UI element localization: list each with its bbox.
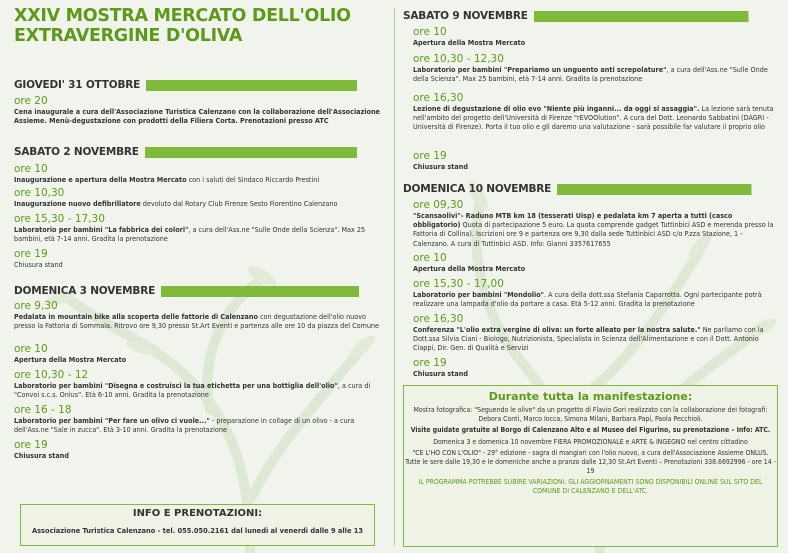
event-item: ore 10 Apertura della Mostra Mercato: [413, 252, 526, 273]
box-heading: Durante tutta la manifestazione:: [488, 390, 693, 403]
day-header-9-novembre: SABATO 9 NOVEMBRE: [403, 9, 778, 23]
event-item: ore 10 Inaugurazione e apertura della Mostra Mercato con i saluti del Sindaco Riccardo Prestini: [14, 163, 320, 184]
event-item: ore 15,30 - 17,00 Laboratorio per bambini "Mondolio". A cura della dott.ssa Stefania Caparrotta. Ogni partecipante potrà realizzare una lampada d'olio da portare a casa. Età 5-12 anni. Gradita la prenotazione: [413, 278, 762, 309]
event-item: ore 19 Chiusura stand: [413, 150, 468, 171]
box-visite-guidate: Visite guidate gratuite al Borgo di Calenzano Alto e al Museo del Figurino, su prenotazione – Info: ATC.: [410, 426, 771, 435]
event-item: ore 10 Apertura della Mostra Mercato: [413, 26, 526, 47]
day-header-31-ottobre: GIOVEDI' 31 OTTOBRE: [14, 78, 386, 92]
box-mostra-fotografica: Mostra fotografica: "Seguendo le olive" da un progetto di Flavio Gori realizzato con la collaborazione dei fotografi: Debora Conti, Marco Iocca, Simona Milani, Barbara Papi, Paola Pecchioli.: [413, 406, 768, 423]
day-header-3-novembre: DOMENICA 3 NOVEMBRE: [14, 284, 386, 298]
event-item: ore 19 Chiusura stand: [413, 357, 468, 378]
manifestazione-box: [403, 385, 778, 547]
event-item: ore 16 - 18 Laboratorio per bambini "Per fare un olivo ci vuole..." - preparazione in collage di un olivo - a cura dell'Ass.ne "Sale in zucca". Età 3-10 anni. Gradita la prenotazione: [14, 404, 355, 435]
event-item: ore 19 Chiusura stand: [14, 248, 63, 269]
event-item: ore 10,30 - 12 Laboratorio per bambini "Disegna e costruisci la tua etichetta per una bottiglia dell'olio", a cura di "Convoi s.c.s. Onlus". Età 6-10 anni. Gradita la prenotazione: [14, 369, 371, 400]
column-divider: [394, 8, 395, 546]
info-box: [20, 504, 375, 546]
box-sagra: "CE L'HO CON L'OLIO" - 29° edizione - sagra di mangiari con l'olio nuovo, a cura dell'Associazione Assieme ONLUS. Tutte le sere dalle 19,30 e le domeniche anche a pranzo dalle 12,30 St.Art Eventi – Prenotazioni 338.6692996 - ore 14 - 19: [405, 449, 776, 475]
event-item: ore 16,30 Conferenza "L'olio extra vergine di oliva: un forte alleato per la nostra salute." Ne parliamo con la Dott.ssa Silvia Ciani - Biologo, Nutrizionista, Specialista in Scienza dell'Alimentazione e con il Dott. Antonio Ciappi, Dir. Gen. di Qualità e Servizi: [413, 313, 764, 353]
event-item: ore 10,30 Inaugurazione nuovo defibrillatore devoluto dal Rotary Club Firenze Sesto Fiorentino Calenzano: [14, 187, 338, 208]
info-heading: INFO E PRENOTAZIONI:: [132, 508, 263, 519]
event-item: ore 09,30 "Scansaolivi"- Raduno MTB km 18 (tesserati Uisp) e pedalata km 7 aperta a tutti (casco obbligatorio) Quota di partecipazione 5 euro. La quota comprende gadget Tuttinbici ASD e merenda presso la Fattoria di Collina). Iscrizioni ore 9 e partenza ore 9,30 dalla sede Tuttinbici ASD c/o P.zza Stazione, 1 - Calenzano. A cura di Tuttinbici ASD. Info: Gianni 3357617655: [413, 199, 774, 248]
box-avviso: IL PROGRAMMA POTREBBE SUBIRE VARIAZIONI. GLI AGGIORNAMENTI SONO DISPONIBILI ONLINE SUL SITO DEL COMUNE DI CALENZANO E DELL'ATC.: [418, 478, 763, 495]
event-item: ore 16,30 Lezione di degustazione di olio evo "Niente più inganni... da oggi si assaggia". La lezione sarà tenuta nell'ambito del progetto dell'Università di Firenze "rEVOOlution". A cura del Dott. Leonardo Sabbatini (DAGRI - Università di Firenze). Porta il tuo olio e gli daremo una valutazione - sarà possibile far valutare il proprio olio: [413, 92, 774, 132]
event-title-line2: EXTRAVERGINE D'OLIVA: [14, 26, 243, 46]
info-contact: Associazione Turistica Calenzano - tel. 055.050.2161 dal lunedì al venerdì dalle 9 alle 13: [31, 526, 364, 535]
box-fiera: Domenica 3 e domenica 10 novembre FIERA PROMOZIONALE e ARTE & INGEGNO nel centro cittadino: [433, 437, 748, 446]
day-header-2-novembre: SABATO 2 NOVEMBRE: [14, 145, 386, 159]
event-item: ore 10 Apertura della Mostra Mercato: [14, 343, 127, 364]
event-item: ore 20 Cena inaugurale a cura dell'Associazione Turistica Calenzano con la collaborazione dell'Associazione Assieme. Menù-degustazione con prodotti della Filiera Corta. Prenotazioni presso ATC: [14, 95, 380, 126]
event-item: ore 9,30 Pedalata in mountain bike alla scoperta delle fattorie di Calenzano con degustazione dell'olio nuovo presso la Fattoria di Sommaia. Ritrovo ore 9,30 presso St.Art Eventi e partenza alle ore 10 da piazza del Comune: [14, 300, 380, 331]
event-item: ore 15,30 - 17,30 Laboratorio per bambini "La fabbrica dei colori", a cura dell'Ass.ne "Sulle Onde della Scienza". Max 25 bambini, età 7-14 anni. Gradita la prenotazione: [14, 213, 366, 244]
event-title-line1: XXIV MOSTRA MERCATO DELL'OLIO: [14, 6, 351, 26]
event-item: ore 10,30 - 12,30 Laboratorio per bambini "Prepariamo un unguento anti screpolature", a cura dell'Ass.ne "Sulle Onde della Scienza". Max 25 bambini, età 7-14 anni. Gradita la prenotazione: [413, 53, 768, 84]
event-item: ore 19 Chiusura stand: [14, 439, 69, 460]
day-header-10-novembre: DOMENICA 10 NOVEMBRE: [403, 182, 778, 196]
